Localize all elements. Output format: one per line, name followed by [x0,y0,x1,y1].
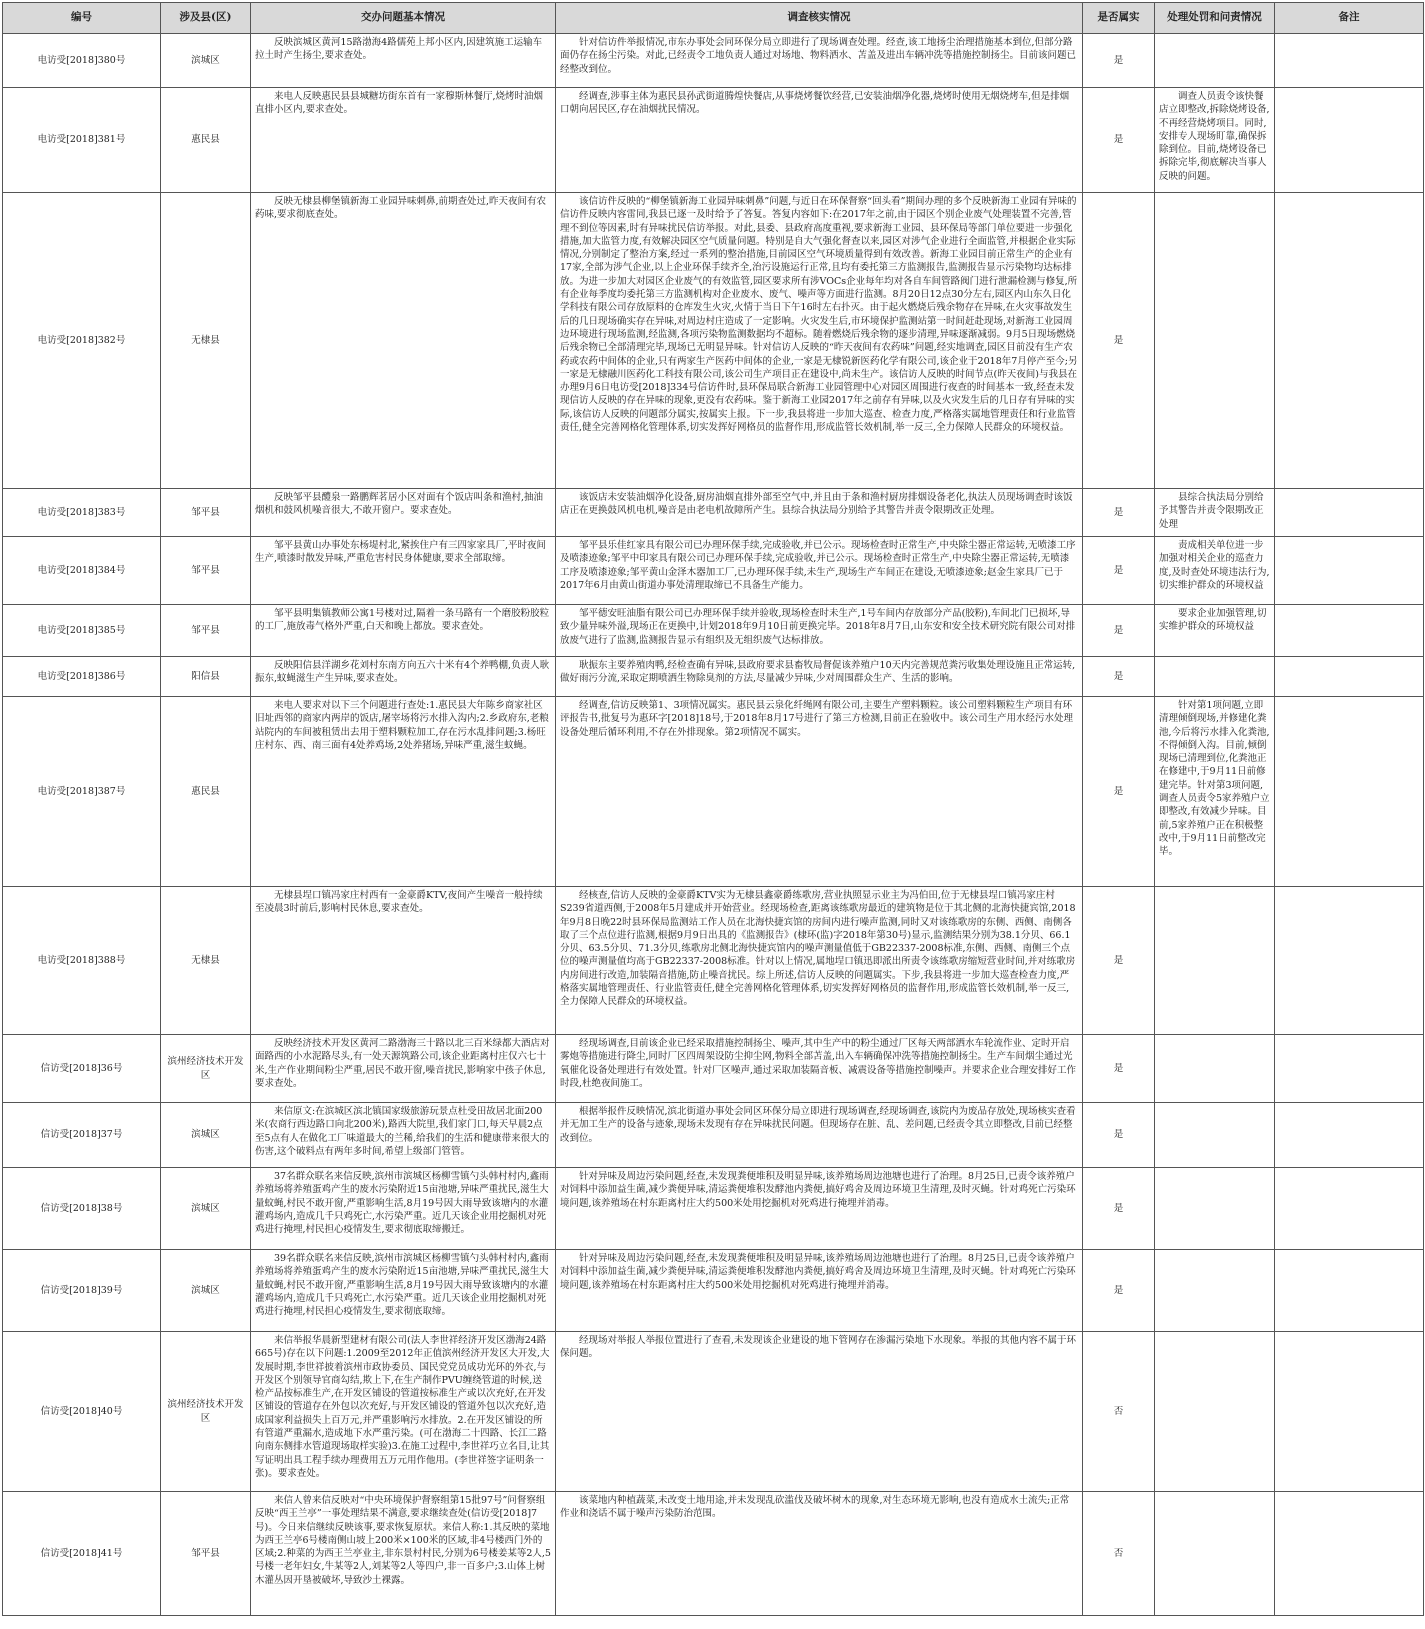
row-note [1275,537,1424,605]
row-handling: 针对第1项问题,立即清理倾倒现场,并修建化粪池,今后将污水排入化粪池,不得倾倒入沟。目前,倾倒现场已清理到位,化粪池正在修建中,于9月11日前修建完毕。针对第3项问题,调查人员责令5家养殖户立即整改,有效减少异味。目前,5家养殖户正在积极整改中,于9月11日前整改完毕。 [1155,697,1275,887]
row-fact: 是 [1083,1035,1155,1103]
row-handling [1155,34,1275,88]
row-note [1275,887,1424,1035]
row-handling [1155,887,1275,1035]
row-fact: 是 [1083,193,1155,489]
row-issue: 37名群众联名来信反映,滨州市滨城区杨柳雪镇勺头韩村村内,鑫雨养殖场将养殖蛋鸡产生的废水污染附近15亩池塘,异味严重扰民,滋生大量蚊蝇,村民不敢开窗,严重影响生活,8月19号因大雨导致该塘内的水灌灌鸡场内,造成几千只鸡死亡,水污染严重。近几天该企业用挖掘机对死鸡进行掩埋,村民担心疫情发生,要求彻底取缔搬迁。 [251,1168,556,1250]
row-fact: 是 [1083,1103,1155,1168]
row-handling: 责成相关单位进一步加强对相关企业的巡查力度,及时查处环境违法行为,切实维护群众的环境权益 [1155,537,1275,605]
row-county: 邹平县 [161,1492,251,1616]
row-fact: 是 [1083,537,1155,605]
table-row [3,697,1424,887]
header-note: 备注 [1275,3,1424,34]
row-id: 信访受[2018]41号 [3,1492,161,1616]
table-row [3,887,1424,1035]
row-id: 电访受[2018]381号 [3,88,161,193]
header-handling: 处理处罚和问责情况 [1155,3,1275,34]
row-note [1275,605,1424,657]
header-county: 涉及县(区) [161,3,251,34]
row-fact: 是 [1083,1250,1155,1332]
row-county: 邹平县 [161,489,251,537]
row-handling [1155,1035,1275,1103]
row-id: 电访受[2018]384号 [3,537,161,605]
row-county: 惠民县 [161,697,251,887]
row-investigation: 该饭店未安装油烟净化设备,厨房油烟直排外部至空气中,并且由于条和渔村厨房排烟设备老化,执法人员现场调查时该饭店正在更换鼓风机电机,噪音是由老电机故障所产生。县综合执法局分别给予其警告并责令限期改正处理。 [556,489,1083,537]
row-id: 信访受[2018]37号 [3,1103,161,1168]
row-note [1275,1250,1424,1332]
row-note [1275,88,1424,193]
row-issue: 来信原文:在滨城区滨北镇国家级旅游玩景点杜受田故居北面200米(农商行西边路口向北200米),路西大院里,我们家门口,每天早晨2点至5点有人在做化工厂味道最大的兰稀,给我们的生活和健康带来很大的伤害,这个破料点有两年多时间,希望上级部门管管。 [251,1103,556,1168]
row-investigation: 根据举报件反映情况,滨北街道办事处会同区环保分局立即进行现场调查,经现场调查,该院内为废品存放处,现场核实查看并无加工生产的设备与迹象,现场未发现有存在异味扰民问题。但现场存在脏、乱、差问题,已经责令其立即整改,目前已经整改到位。 [556,1103,1083,1168]
row-note [1275,657,1424,697]
table-row [3,193,1424,489]
header-investigation: 调查核实情况 [556,3,1083,34]
row-investigation: 该信访件反映的“柳堡镇新海工业园异味刺鼻”问题,与近日在环保督察“回头看”期间办理的多个反映新海工业园有异味的信访件反映内容雷同,我县已逐一及时给予了答复。答复内容如下:在2017年之前,由于园区个别企业废气处理装置不完善,管理不到位等因素,时有异味扰民信访举报。对此,县委、县政府高度重视,要求新海工业园、县环保局等部门单位要进一步强化措施,加大监管力度,有效解决园区空气质量问题。特别是自大气强化督查以来,园区对涉气企业进行全面监管,并根据企业实际情况,分别制定了整治方案,经过一系列的整治措施,目前园区空气环境质量得到有效改善。新海工业园目前正常生产的企业有17家,全部为涉气企业,以上企业环保手续齐全,治污设施运行正常,且均有委托第三方监测报告,监测报告显示污染物均达标排放。为进一步加大对园区企业废气的有效监管,园区要求所有涉VOCs企业每年均对各自车间管路阀门进行泄漏检测与修复,所有企业每季度均委托第三方监测机构对企业废水、废气、噪声等方面进行监测。8月20日12点30分左右,园区内山东久日化学科技有限公司存放原料的仓库发生火灾,火情于当日下午16时左右扑灭。由于起火燃烧后残余物存在异味,在火灾事故发生后的几日现场确实存在异味,对周边村庄造成了一定影响。火灾发生后,市环境保护监测站第一时间赶赴现场,对新海工业园周边环境进行现场监测,经监测,各项污染物监测数据均不超标。随着燃烧后残余物的逐步清理,异味逐渐减弱。9月5日现场燃烧后残余物已全部清理完毕,现场已无明显异味。针对信访人反映的“昨天夜间有农药味”问题,经实地调查,园区目前没有生产农药或农药中间体的企业,只有两家生产医药中间体的企业,一家是无棣锐新医药化学有限公司,该企业于2018年7月停产至今;另一家是无棣融川医药化工科技有限公司,该公司生产项目正在建设中,尚未生产。该信访人反映的时间节点(昨天夜间)与我县在办理9月6日电访受[2018]334号信访件时,县环保局联合新海工业园管理中心对园区周围进行夜查的时间基本一致,经查未发现信访人反映的存在异味的现象,更没有农药味。鉴于新海工业园2017年之前存有异味,以及火灾发生后的几日存有异味的实际,该信访人反映的问题部分属实,按属实上报。下一步,我县将进一步加大巡查、检查力度,严格落实属地管理责任和行业监管责任,健全完善网格化管理体系,切实发挥好网格员的监督作用,形成监管长效机制,举一反三,全力保障人民群众的环境权益。 [556,193,1083,489]
row-id: 信访受[2018]39号 [3,1250,161,1332]
table-row [3,88,1424,193]
header-id: 编号 [3,3,161,34]
header-fact: 是否属实 [1083,3,1155,34]
row-issue: 来信举报华晨新型建材有限公司(法人李世祥经济开发区渤海24路665号)存在以下问题:1.2009至2012年正值滨州经济开发区大开发,大发展时期,李世祥披着滨州市政协委员、国民党党员成功光环的外衣,与开发区个别领导官商勾结,欺上下,在生产制作PVU缠绕管道的时候,送检产品按标准生产,在开发区铺设的管道按标准生产或以次充好,在开发区铺设的管道存在外包以次充好,与开发区铺设的管道外包以次充好,造成国家利益损失上百万元,并严重影响污水排放。2.在开发区铺设的所有管道严重漏水,造成地下水严重污染。(可在渤海二十四路、长江二路向南东侧排水管道现场取样实验)3.在施工过程中,李世祥巧立名目,让其写证明出具工程手续办理费用五万元用作他用。(李世祥签字证明条一张)。要求查处。 [251,1332,556,1492]
row-fact: 是 [1083,605,1155,657]
row-county: 滨城区 [161,1168,251,1250]
table-row [3,537,1424,605]
row-county: 阳信县 [161,657,251,697]
row-issue: 反映经济技术开发区黄河二路渤海三十路以北三百米绿都大酒店对面路西的小水泥路尽头,有一处天源筑路公司,该企业距离村庄仅六七十米,生产作业期间粉尘严重,居民不敢开窗,噪音扰民,影响家中孩子休息,要求查处。 [251,1035,556,1103]
row-note [1275,697,1424,887]
row-note [1275,489,1424,537]
row-id: 信访受[2018]36号 [3,1035,161,1103]
row-issue: 反映阳信县洋湖乡花刘村东南方向五六十米有4个养鸭棚,负责人耿振东,蚊蝇滋生产生异味,要求查处。 [251,657,556,697]
row-investigation: 邹平县乐佳红家具有限公司已办理环保手续,完成验收,并已公示。现场检查时正常生产,中央除尘器正常运转,无喷漆工序及喷漆迹象;邹平中印家具有限公司已办理环保手续,完成验收,并已公示。现场检查时正常生产,中央除尘器正常运转,无喷漆工序及喷漆迹象;邹平黄山金泽木器加工厂,已办理环保手续,未生产,现场生产车间正在建设,无喷漆迹象;赵金生家具厂已于2017年6月由黄山街道办事处清理取缔已不具备生产能力。 [556,537,1083,605]
row-note [1275,1492,1424,1616]
row-id: 电访受[2018]386号 [3,657,161,697]
row-county: 滨城区 [161,1250,251,1332]
row-fact: 否 [1083,1332,1155,1492]
row-county: 无棣县 [161,887,251,1035]
row-handling [1155,1103,1275,1168]
row-note [1275,1332,1424,1492]
petition-table [2,2,1424,1616]
row-issue: 反映无棣县柳堡镇新海工业园异味刺鼻,前期查处过,昨天夜间有农药味,要求彻底查处。 [251,193,556,489]
row-county: 邹平县 [161,537,251,605]
row-investigation: 针对异味及周边污染问题,经查,未发现粪便堆积及明显异味,该养殖场周边池塘也进行了治理。8月25日,已责令该养殖户对饲料中添加益生菌,减少粪便异味,清运粪便堆积发酵池内粪便,搞好鸡舍及周边环境卫生清理,及时灭蝇。针对鸡死亡污染环境问题,该养殖场在村东距离村庄大约500米处用挖掘机对死鸡进行掩埋并消毒。 [556,1250,1083,1332]
row-id: 信访受[2018]38号 [3,1168,161,1250]
row-handling [1155,657,1275,697]
row-handling: 县综合执法局分别给予其警告并责令限期改正处理 [1155,489,1275,537]
table-row [3,1168,1424,1250]
table-row [3,657,1424,697]
table-row [3,1332,1424,1492]
table-row [3,1250,1424,1332]
row-county: 滨城区 [161,34,251,88]
row-handling: 调查人员责令该快餐店立即整改,拆除烧烤设备,不再经营烧烤项目。同时,安排专人现场盯靠,确保拆除到位。目前,烧烤设备已拆除完毕,彻底解决当事人反映的问题。 [1155,88,1275,193]
row-fact: 是 [1083,489,1155,537]
row-issue: 邹平县明集镇教师公寓1号楼对过,隔着一条马路有一个磨胶粉胶粒的工厂,施放毒气格外严重,白天和晚上都放。要求查处。 [251,605,556,657]
row-fact: 是 [1083,1168,1155,1250]
row-handling [1155,1168,1275,1250]
row-fact: 是 [1083,657,1155,697]
row-county: 滨州经济技术开发区 [161,1332,251,1492]
table-row [3,605,1424,657]
table-row [3,1035,1424,1103]
row-id: 电访受[2018]383号 [3,489,161,537]
row-investigation: 该菜地内种植蔬菜,未改变土地用途,并未发现乱砍滥伐及破坏树木的现象,对生态环境无影响,也没有造成水土流失;正常作业和浇话不属于噪声污染防治范围。 [556,1492,1083,1616]
row-fact: 是 [1083,887,1155,1035]
row-handling: 要求企业加强管理,切实维护群众的环境权益 [1155,605,1275,657]
row-county: 邹平县 [161,605,251,657]
row-fact: 是 [1083,697,1155,887]
row-issue: 邹平县黄山办事处东杨堤村北,紧挨住户有三四家家具厂,平时夜间生产,喷漆时散发异味,严重危害村民身体健康,要求全部取缔。 [251,537,556,605]
row-issue: 反映邹平县醴泉一路鹏辉茗居小区对面有个饭店叫条和渔村,抽油烟机和鼓风机噪音很大,不敢开窗户。要求查处。 [251,489,556,537]
row-handling [1155,1492,1275,1616]
row-investigation: 经现场调查,目前该企业已经采取措施控制扬尘、噪声,其中生产中的粉尘通过厂区每天两部洒水车轮流作业、定时开启雾炮等措施进行降尘,同时厂区四周架设防尘抑尘网,物料全部苫盖,出入车辆确保冲洗等措施控制扬尘。生产车间烟尘通过光氧催化设备处理进行有效处置。针对厂区噪声,通过采取加装隔音板、减震设备等措施控制噪声。并要求企业合理安排好工作时段,杜绝夜间施工。 [556,1035,1083,1103]
row-issue: 39名群众联名来信反映,滨州市滨城区杨柳雪镇勺头韩村村内,鑫雨养殖场将养殖蛋鸡产生的废水污染附近15亩池塘,异味严重扰民,滋生大量蚊蝇,村民不敢开窗,严重影响生活,8月19号因大雨导致该塘内的水灌灌鸡场内,造成几千只鸡死亡,水污染严重。近几天该企业用挖掘机对死鸡进行掩埋,村民担心疫情发生,要求彻底取缔。 [251,1250,556,1332]
row-investigation: 经现场对举报人举报位置进行了查看,未发现该企业建设的地下管网存在渗漏污染地下水现象。举报的其他内容不属于环保问题。 [556,1332,1083,1492]
row-county: 惠民县 [161,88,251,193]
row-investigation: 经核查,信访人反映的金豪爵KTV实为无棣县鑫豪爵练歌房,营业执照显示业主为冯伯田,位于无棣县埕口镇冯家庄村S239省道西侧,于2008年5月建成并开始营业。经现场检查,距离该练歌房最近的建筑物是位于其北侧的北海快捷宾馆,2018年9月8日晚22时县环保局监测站工作人员在北海快捷宾馆的房间内进行噪声监测,同时又对该练歌房的东侧、西侧、南侧各取了三个点位进行监测,根据9月9日出具的《监测报告》(棣环(监)字2018年第30号)显示,监测结果分别为38.1分贝、66.1分贝、63.5分贝、71.3分贝,练歌房北侧北海快捷宾馆内的噪声测量值低于GB22337-2008标准,东侧、西侧、南侧三个点位的噪声测量值均高于GB22337-2008标准。针对以上情况,属地埕口镇迅即派出所责令该练歌房缩短营业时间,并对练歌房内房间进行改造,加装隔音措施,防止噪音扰民。综上所述,信访人反映的问题属实。下步,我县将进一步加大巡查检查力度,严格落实属地管理责任、行业监管责任,健全完善网格化管理体系,切实发挥好网格员的监督作用,形成监管长效机制,举一反三,全力保障人民群众的环境权益。 [556,887,1083,1035]
row-issue: 来信人曾来信反映对“中央环境保护督察组第15批97号”问督察组反映“西王兰亭”一事处理结果不满意,要求继续查处(信访受[2018]7号)。今日来信继续反映该事,要求恢复原状。来信人称:1.其反映的菜地为西王兰亭6号楼南侧山坡上200米×100米的区域,非4号楼西门外的区域;2.种菜的为西王兰亭业主,非东景村村民,分别为6号楼姜某等2人,5号楼一老年妇女,牛某等2人,刘某等2人等四户,非一百多户;3.山体上树木灌丛因开垦被破坏,导致沙土裸露。 [251,1492,556,1616]
row-handling [1155,1250,1275,1332]
table-row [3,1492,1424,1616]
row-investigation: 针对信访件举报情况,市东办事处会同环保分局立即进行了现场调查处理。经查,该工地扬尘治理措施基本到位,但部分路面仍存在扬尘污染。对此,已经责令工地负责人通过对场地、物料洒水、苫盖及进出车辆冲洗等措施控制扬尘。目前该问题已经整改到位。 [556,34,1083,88]
table-header-row [3,3,1424,34]
row-issue: 反映滨城区黄河15路渤海4路儒苑上邦小区内,因建筑施工运输车拉土时产生扬尘,要求查处。 [251,34,556,88]
row-handling [1155,1332,1275,1492]
row-county: 滨城区 [161,1103,251,1168]
row-note [1275,1168,1424,1250]
row-county: 滨州经济技术开发区 [161,1035,251,1103]
row-issue: 无棣县埕口镇冯家庄村西有一金豪爵KTV,夜间产生噪音一般持续至凌晨3时前后,影响村民休息,要求查处。 [251,887,556,1035]
row-county: 无棣县 [161,193,251,489]
row-id: 电访受[2018]385号 [3,605,161,657]
row-fact: 否 [1083,1492,1155,1616]
table-row [3,489,1424,537]
row-id: 电访受[2018]380号 [3,34,161,88]
row-issue: 来电人要求对以下三个问题进行查处:1.惠民县大年陈乡商家社区旧址西邻的商家内两岸的饭店,屠宰场将污水排入沟内;2.乡政府东,老粮站院内的车间被租赁出去用于塑料颗粒加工,存在污水乱排问题;3.杨旺庄村东、西、南三面有4处养鸡场,2处养猪场,异味严重,滋生蚊蝇。 [251,697,556,887]
row-note [1275,1035,1424,1103]
header-issue: 交办问题基本情况 [251,3,556,34]
row-investigation: 针对异味及周边污染问题,经查,未发现粪便堆积及明显异味,该养殖场周边池塘也进行了治理。8月25日,已责令该养殖户对饲料中添加益生菌,减少粪便异味,清运粪便堆积发酵池内粪便,搞好鸡舍及周边环境卫生清理,及时灭蝇。针对鸡死亡污染环境问题,该养殖场在村东距离村庄大约500米处用挖掘机对死鸡进行掩埋并消毒。 [556,1168,1083,1250]
row-handling [1155,193,1275,489]
table-row [3,1103,1424,1168]
row-id: 电访受[2018]382号 [3,193,161,489]
row-id: 电访受[2018]388号 [3,887,161,1035]
row-note [1275,34,1424,88]
row-investigation: 经调查,涉事主体为惠民县孙武街道腾煌快餐店,从事烧烤餐饮经营,已安装油烟净化器,烧烤时使用无烟烧烤车,但是排烟口朝向居民区,存在油烟扰民情况。 [556,88,1083,193]
table-row [3,34,1424,88]
row-investigation: 邹平德安旺油脂有限公司已办理环保手续并验收,现场检查时未生产,1号车间内存放部分产品(胶粉),车间北门已损坏,导致少量异味外溢,现场正在更换中,计划2018年9月10日前更换完毕。2018年8月7日,山东安和安全技术研究院有限公司对排放废气进行了监测,监测报告显示有组织及无组织废气达标排放。 [556,605,1083,657]
row-note [1275,1103,1424,1168]
row-id: 电访受[2018]387号 [3,697,161,887]
row-fact: 是 [1083,88,1155,193]
row-id: 信访受[2018]40号 [3,1332,161,1492]
row-fact: 是 [1083,34,1155,88]
row-investigation: 经调查,信访反映第1、3项情况属实。惠民县云泉化纤绳网有限公司,主要生产塑料颗粒。该公司塑料颗粒生产项目有环评报告书,批复号为惠环字[2018]18号,于2018年8月17号进行了第三方检测,目前正在验收中。该公司生产用水经污水处理设备处理后循环利用,不存在外排现象。第2项情况不属实。 [556,697,1083,887]
row-note [1275,193,1424,489]
row-issue: 来电人反映惠民县县城糖坊街东首有一家穆斯林餐厅,烧烤时油烟直排小区内,要求查处。 [251,88,556,193]
row-investigation: 耿振东主要养殖肉鸭,经检查确有异味,县政府要求县畜牧局督促该养殖户10天内完善规范粪污收集处理设施且正常运转,做好雨污分流,采取定期喷洒生物除臭剂的方法,尽量减少异味,少对周围群众生产、生活的影响。 [556,657,1083,697]
